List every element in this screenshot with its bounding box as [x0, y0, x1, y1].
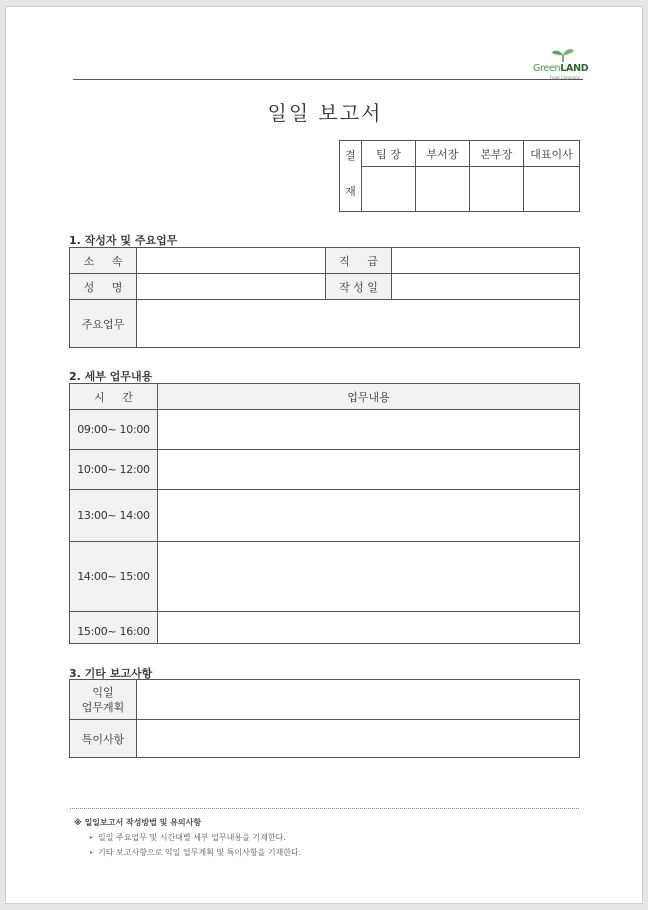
- table-row: [70, 542, 580, 612]
- time-slot: 15:00~ 16:00: [70, 612, 158, 644]
- content-column-header: 업무내용: [158, 384, 580, 410]
- rank-value[interactable]: [392, 248, 580, 274]
- next-day-plan-value[interactable]: [137, 680, 580, 720]
- approval-sign-team-lead[interactable]: [362, 167, 416, 212]
- table-row: [70, 490, 580, 542]
- date-value[interactable]: [392, 274, 580, 300]
- special-notes-value[interactable]: [137, 720, 580, 758]
- work-content-cell[interactable]: [158, 410, 580, 450]
- guide-title: ※ 일일보고서 작성방법 및 유의사항: [74, 818, 202, 827]
- bullet-icon: ▸: [90, 834, 94, 841]
- work-detail-table: [69, 383, 580, 644]
- section1-title: 1. 작성자 및 주요업무: [69, 234, 178, 247]
- table-row: [70, 410, 580, 450]
- guide-item-text: 기타 보고사항으로 익일 업무계획 및 특이사항을 기재한다.: [98, 848, 302, 857]
- approval-label-top: 결: [345, 149, 356, 162]
- date-label: 작 성 일: [326, 274, 392, 300]
- logo-tagline: Food Company: [550, 75, 580, 80]
- next-day-plan-label: [70, 680, 137, 720]
- main-task-value[interactable]: [137, 300, 580, 348]
- time-slot: 14:00~ 15:00: [70, 542, 158, 612]
- work-content-cell[interactable]: [158, 450, 580, 490]
- approval-sign-division-head[interactable]: [470, 167, 524, 212]
- affiliation-label: 소 속: [70, 248, 137, 274]
- time-column-header: 시 간: [70, 384, 158, 410]
- guide-item: [90, 847, 301, 858]
- approval-role-division-head: 본부장: [470, 141, 524, 167]
- approval-table: [339, 140, 580, 212]
- page-title: 일일 보고서: [267, 101, 383, 125]
- name-value[interactable]: [137, 274, 326, 300]
- logo-wordmark: [533, 63, 588, 74]
- table-row: [70, 612, 580, 644]
- name-label: 성 명: [70, 274, 137, 300]
- guide-item: [90, 832, 286, 843]
- next-day-plan-label-line2: 업무계획: [81, 700, 125, 714]
- other-report-table: [69, 679, 580, 758]
- approval-label-cell: [340, 141, 362, 212]
- approval-role-dept-head: 부서장: [416, 141, 470, 167]
- approval-sign-ceo[interactable]: [524, 167, 580, 212]
- approval-role-ceo: 대표이사: [524, 141, 580, 167]
- time-slot: 13:00~ 14:00: [70, 490, 158, 542]
- special-notes-label: 특이사항: [70, 720, 137, 758]
- bullet-icon: ▸: [90, 849, 94, 856]
- work-content-cell[interactable]: [158, 612, 580, 644]
- company-logo: [533, 47, 593, 81]
- table-row: [70, 450, 580, 490]
- time-slot: 10:00~ 12:00: [70, 450, 158, 490]
- approval-label-bottom: 재: [345, 185, 356, 198]
- main-task-label: 주요업무: [70, 300, 137, 348]
- document-page: [5, 6, 643, 904]
- rank-label: 직 급: [326, 248, 392, 274]
- affiliation-value[interactable]: [137, 248, 326, 274]
- author-table: [69, 247, 580, 348]
- approval-role-team-lead: 팀 장: [362, 141, 416, 167]
- header-rule: [73, 79, 583, 80]
- logo-brand-land: LAND: [560, 63, 589, 74]
- work-content-cell[interactable]: [158, 490, 580, 542]
- approval-sign-dept-head[interactable]: [416, 167, 470, 212]
- section2-title: 2. 세부 업무내용: [69, 370, 153, 383]
- guide-item-text: 일일 주요업무 및 시간대별 세부 업무내용을 기재한다.: [98, 833, 286, 842]
- leaf-icon: [533, 47, 593, 63]
- logo-brand-green: Green: [533, 63, 561, 74]
- guide-divider: [70, 808, 579, 809]
- time-slot: 09:00~ 10:00: [70, 410, 158, 450]
- section3-title: 3. 기타 보고사항: [69, 667, 153, 680]
- work-content-cell[interactable]: [158, 542, 580, 612]
- next-day-plan-label-line1: 익일: [92, 685, 114, 699]
